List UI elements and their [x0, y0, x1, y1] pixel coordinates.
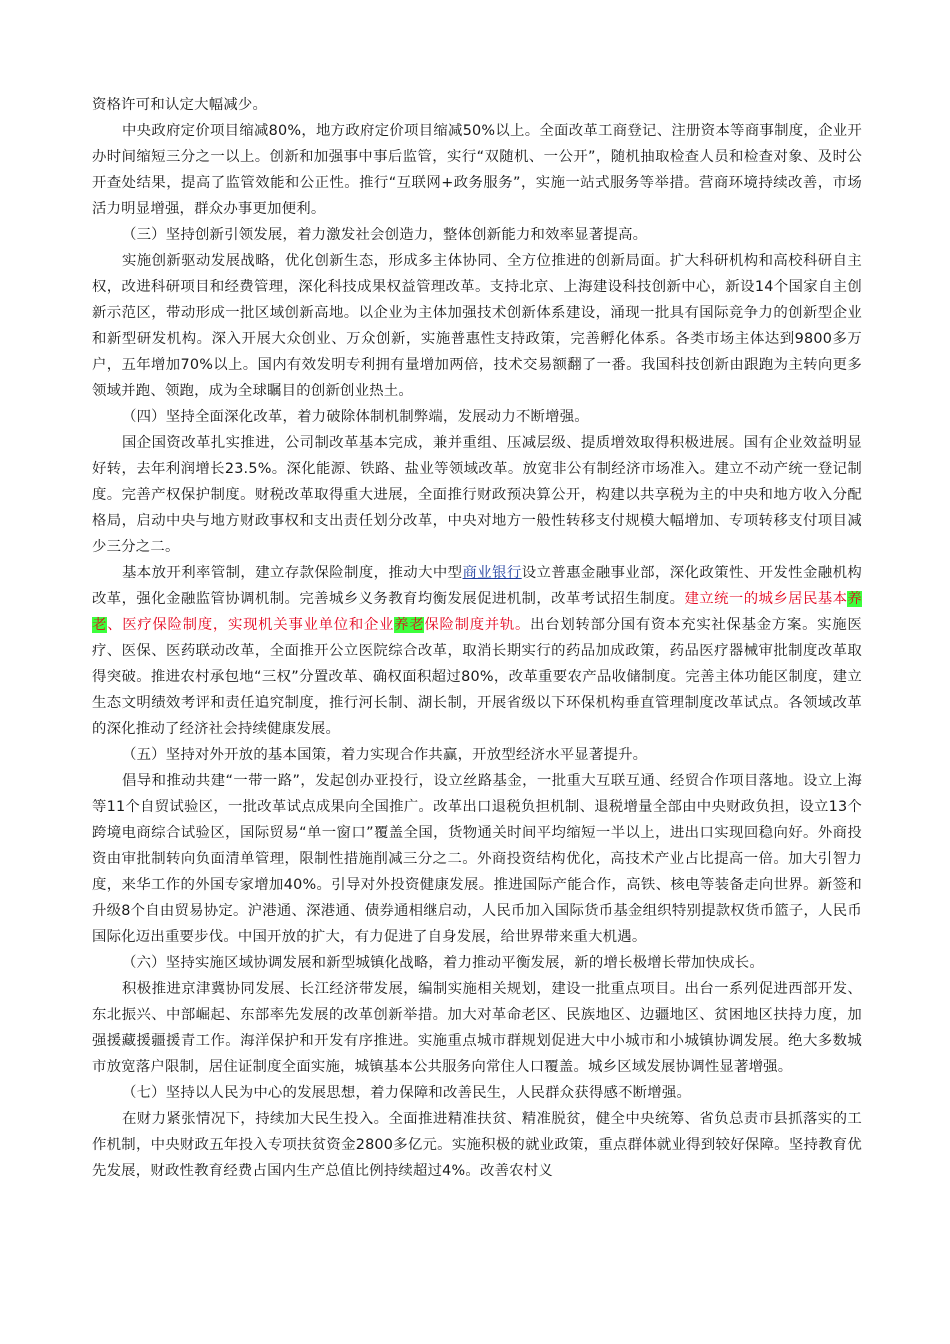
section-heading-6: （六）坚持实施区域协调发展和新型城镇化战略，着力推动平衡发展，新的增长极增长带加快成长。 [122, 955, 764, 971]
paragraph-regional-development: 积极推进京津冀协同发展、长江经济带发展，编制实施相关规划，建设一批重点项目。出台一系列促进西部开发、东北振兴、中部崛起、东部率先发展的改革创新举措。加大对革命老区、民族地区、边疆地区、贫困地区扶持力度，加强援藏援疆援青工作。海洋保护和开发有序推进。实施重点城市群规划促进大中小城市和小城镇协调发展。绝大多数城市放宽落户限制，居住证制度全面实施，城镇基本公共服务向常住人口覆盖。城乡区域发展协调性显著增强。 [92, 981, 862, 1075]
section-heading-3: （三）坚持创新引领发展，着力激发社会创造力，整体创新能力和效率显著提高。 [122, 227, 648, 243]
paragraph-pricing-reform: 中央政府定价项目缩减80%，地方政府定价项目缩减50%以上。全面改革工商登记、注册资本等商事制度，企业开办时间缩短三分之一以上。创新和加强事中事后监管，实行“双随机、一公开”，随机抽取检查人员和检查对象、及时公开查处结果，提高了监管效能和公正性。推行“互联网+政务服务”，实施一站式服务等举措。营商环境持续改善，市场活力明显增强，群众办事更加便利。 [92, 123, 862, 217]
text-segment: 基本放开利率管制，建立存款保险制度，推动大中型 [122, 565, 463, 581]
paragraph-innovation: 实施创新驱动发展战略，优化创新生态，形成多主体协同、全方位推进的创新局面。扩大科研机构和高校科研自主权，改进科研项目和经费管理，深化科技成果权益管理改革。支持北京、上海建设科技创新中心，新设14个国家自主创新示范区，带动形成一批区域创新高地。以企业为主体加强技术创新体系建设，涌现一批具有国际竞争力的创新型企业和新型研发机构。深入开展大众创业、万众创新，实施普惠性支持政策，完善孵化体系。各类市场主体达到9800多万户，五年增加70%以上。国内有效发明专利拥有量增加两倍，技术交易额翻了一番。我国科技创新由跟跑为主转向更多领域并跑、领跑，成为全球瞩目的创新创业热土。 [92, 253, 862, 399]
highlight-keyword: 养老 [394, 617, 425, 633]
paragraph-opening-up: 倡导和推动共建“一带一路”，发起创办亚投行，设立丝路基金，一批重大互联互通、经贸合作项目落地。设立上海等11个自贸试验区，一批改革试点成果向全国推广。改革出口退税负担机制、退税增量全部由中央财政负担，设立13个跨境电商综合试验区，国际贸易“单一窗口”覆盖全国，货物通关时间平均缩短一半以上，进出口实现回稳向好。外商投资由审批制转向负面清单管理，限制性措施削减三分之二。外商投资结构优化，高技术产业占比提高一倍。加大引智力度，来华工作的外国专家增加40%。引导对外投资健康发展。推进国际产能合作，高铁、核电等装备走向世界。新签和升级8个自由贸易协定。沪港通、深港通、债券通相继启动，人民币加入国际货币基金组织特别提款权货币篮子，人民币国际化迈出重要步伐。中国开放的扩大，有力促进了自身发展，给世界带来重大机遇。 [92, 773, 862, 945]
emphasis-red-text: 建立统一的城乡居民基本 [684, 591, 848, 607]
section-heading-7: （七）坚持以人民为中心的发展思想，着力保障和改善民生，人民群众获得感不断增强。 [122, 1085, 692, 1101]
emphasis-red-text: 、医疗保险制度，实现机关事业单位和企业 [107, 617, 395, 633]
commercial-bank-link[interactable]: 商业银行 [462, 565, 522, 581]
section-heading-4: （四）坚持全面深化改革，着力破除体制机制弊端，发展动力不断增强。 [122, 409, 589, 425]
emphasis-red-text: 保险制度并轨。 [424, 617, 531, 633]
section-heading-5: （五）坚持对外开放的基本国策，着力实现合作共赢，开放型经济水平显著提升。 [122, 747, 648, 763]
paragraph-soe-reform: 国企国资改革扎实推进，公司制改革基本完成，兼并重组、压减层级、提质增效取得积极进展。国有企业效益明显好转，去年利润增长23.5%。深化能源、铁路、盐业等领域改革。放宽非公有制经济市场准入。建立不动产统一登记制度。完善产权保护制度。财税改革取得重大进展，全面推行财政预决算公开，构建以共享税为主的中央和地方收入分配格局，启动中央与地方财政事权和支出责任划分改革，中央对地方一般性转移支付规模大幅增加、专项转移支付项目减少三分之二。 [92, 435, 862, 555]
text-segment: 设立普惠金融事业部，深化政策性、开发性金融机构改革，强化金融监管协调机制。完善城乡义务教育均衡发展促进机制，改革考试招生制度。 [92, 565, 862, 607]
paragraph-livelihood: 在财力紧张情况下，持续加大民生投入。全面推进精准扶贫、精准脱贫，健全中央统筹、省负总责市县抓落实的工作机制，中央财政五年投入专项扶贫资金2800多亿元。实施积极的就业政策，重点群体就业得到较好保障。坚持教育优先发展，财政性教育经费占国内生产总值比例持续超过4%。改善农村义 [92, 1111, 862, 1179]
paragraph-financial-reform [92, 560, 862, 742]
paragraph-continuation: 资格许可和认定大幅减少。 [92, 97, 268, 113]
document-page [92, 92, 862, 1184]
text-segment: 出台划转部分国有资本充实社保基金方案。实施医疗、医保、医药联动改革，全面推开公立医院综合改革，取消长期实行的药品加成政策，药品医疗器械审批制度改革取得突破。推进农村承包地“三权”分置改革、确权面积超过80%，改革重要农产品收储制度。完善主体功能区制度，建立生态文明绩效考评和责任追究制度，推行河长制、湖长制，开展省级以下环保机构垂直管理制度改革试点。各领域改革的深化推动了经济社会持续健康发展。 [92, 617, 862, 737]
highlight-keyword: 养老 [92, 591, 862, 633]
